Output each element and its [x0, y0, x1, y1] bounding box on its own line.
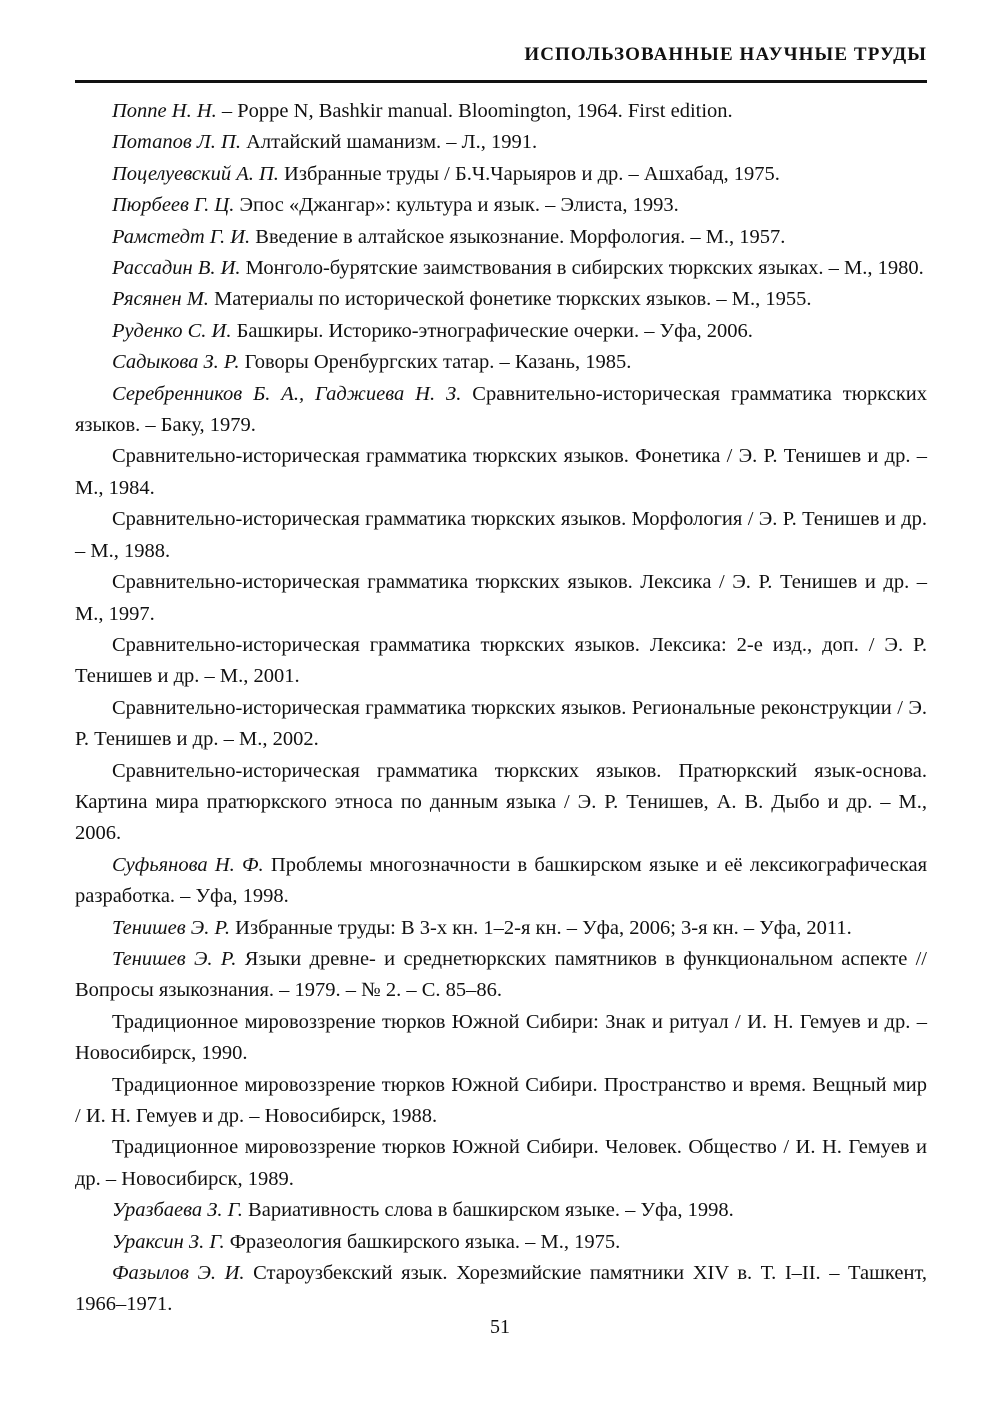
- bibliography-entry-author: Уразбаева З. Г.: [112, 1199, 243, 1222]
- bibliography-entry-author: Тенишев Э. Р.: [112, 947, 237, 970]
- bibliography-entry-text: Фразеология башкирского языка. – М., 1975.: [224, 1230, 621, 1253]
- bibliography-entry-text: Алтайский шаманизм. – Л., 1991.: [240, 131, 538, 154]
- bibliography-entry-text: Сравнительно-историческая грамматика тюркских языков. Лексика: 2-е изд., доп. / Э. Р. Тенишев и др. – М., 2001.: [75, 633, 927, 688]
- bibliography-entry: [75, 190, 927, 221]
- bibliography-entry-text: Говоры Оренбургских татар. – Казань, 1985.: [239, 351, 632, 374]
- bibliography-entry-author: Рамстедт Г. И.: [112, 225, 251, 248]
- bibliography-entry: [75, 379, 927, 442]
- bibliography-entry: [75, 253, 927, 284]
- bibliography-entry: [75, 284, 927, 315]
- bibliography-entry: [75, 1132, 927, 1195]
- bibliography-entry: [75, 159, 927, 190]
- bibliography-entry: [75, 567, 927, 630]
- bibliography-entry-author: Серебренников Б. А., Гаджиева Н. З.: [112, 382, 462, 405]
- bibliography-entry: [75, 850, 927, 913]
- bibliography-entry: [75, 630, 927, 693]
- bibliography-entry-author: Пюрбеев Г. Ц.: [112, 194, 235, 217]
- bibliography-entry: [75, 127, 927, 158]
- bibliography-entry: [75, 347, 927, 378]
- bibliography-entry-text: Сравнительно-историческая грамматика тюркских языков. – Баку, 1979.: [75, 382, 928, 437]
- bibliography-entry-author: Ураксин З. Г.: [112, 1230, 225, 1253]
- bibliography-entry-author: Суфьянова Н. Ф.: [112, 853, 264, 876]
- page-number: 51: [490, 1316, 510, 1338]
- bibliography-entry-text: Традиционное мировоззрение тюрков Южной Сибири: Знак и ритуал / И. Н. Гемуев и др. – Новосибирск, 1990.: [75, 1010, 927, 1065]
- bibliography-entry-author: Садыкова З. Р.: [112, 351, 240, 374]
- bibliography-entry-text: Традиционное мировоззрение тюрков Южной Сибири. Пространство и время. Вещный мир / И. Н. Гемуев и др. – Новосибирск, 1988.: [75, 1073, 927, 1127]
- bibliography-entry-author: Поцелуевский А. П.: [112, 162, 279, 185]
- bibliography-entry-text: Введение в алтайское языкознание. Морфология. – М., 1957.: [250, 225, 786, 248]
- bibliography-entry: [75, 944, 927, 1007]
- bibliography-entry-author: Рассадин В. И.: [112, 257, 241, 280]
- bibliography-entry-text: Башкиры. Историко-этнографические очерки. – Уфа, 2006.: [231, 319, 753, 342]
- bibliography-entry: [75, 441, 927, 504]
- bibliography-entry-text: Языки древне- и среднетюркских памятников в функциональном аспекте // Вопросы языкознания. – 1979. – № 2. – С. 85–86.: [75, 947, 928, 1002]
- page-header-title: ИСПОЛЬЗОВАННЫЕ НАУЧНЫЕ ТРУДЫ: [524, 44, 927, 65]
- bibliography-entry-author: Потапов Л. П.: [112, 131, 241, 154]
- header-divider-rule: [75, 80, 927, 83]
- bibliography-entry-text: – Poppe N, Bashkir manual. Bloomington, 1964. First edition.: [216, 100, 733, 122]
- bibliography-entry-text: Сравнительно-историческая грамматика тюркских языков. Пратюркский язык-основа. Картина мира пратюркского этноса по данным языка / Э. Р. Тенишев, А. В. Дыбо и др. – М., 2006.: [75, 759, 927, 845]
- bibliography-entry-author: Тенишев Э. Р.: [112, 916, 231, 939]
- bibliography-list: [75, 96, 927, 1321]
- bibliography-entry-text: Сравнительно-историческая грамматика тюркских языков. Морфология / Э. Р. Тенишев и др. – М., 1988.: [75, 508, 927, 562]
- bibliography-entry: [75, 1258, 927, 1321]
- bibliography-entry-text: Сравнительно-историческая грамматика тюркских языков. Фонетика / Э. Р. Тенишев и др. – М., 1984.: [75, 445, 927, 499]
- bibliography-entry-text: Материалы по исторической фонетике тюркских языков. – М., 1955.: [208, 288, 812, 311]
- bibliography-entry-text: Монголо-бурятские заимствования в сибирских тюркских языках. – М., 1980.: [240, 257, 924, 280]
- bibliography-entry: [75, 96, 927, 127]
- bibliography-entry-text: Эпос «Джангар»: культура и язык. – Элиста, 1993.: [234, 194, 679, 217]
- bibliography-entry-text: Староузбекский язык. Хорезмийские памятники XIV в. Т. I–II. – Ташкент, 1966–1971.: [75, 1262, 927, 1316]
- bibliography-entry: [75, 1227, 927, 1258]
- bibliography-entry: [75, 316, 927, 347]
- bibliography-entry: [75, 913, 927, 944]
- bibliography-entry: [75, 1070, 927, 1133]
- bibliography-entry: [75, 1007, 927, 1070]
- bibliography-entry-author: Фазылов Э. И.: [112, 1262, 245, 1285]
- bibliography-entry-author: Рясянен М.: [112, 288, 209, 311]
- bibliography-entry-author: Поппе Н. Н.: [112, 100, 217, 122]
- bibliography-entry-text: Сравнительно-историческая грамматика тюркских языков. Региональные реконструкции / Э. Р. Тенишев и др. – М., 2002.: [75, 696, 927, 751]
- bibliography-entry-text: Традиционное мировоззрение тюрков Южной Сибири. Человек. Общество / И. Н. Гемуев и др. – Новосибирск, 1989.: [75, 1136, 927, 1190]
- bibliography-entry: [75, 693, 927, 756]
- bibliography-entry-text: Избранные труды: В 3-х кн. 1–2-я кн. – Уфа, 2006; 3-я кн. – Уфа, 2011.: [230, 916, 852, 939]
- bibliography-entry: [75, 1195, 927, 1226]
- bibliography-entry: [75, 756, 927, 850]
- bibliography-entry-text: Сравнительно-историческая грамматика тюркских языков. Лексика / Э. Р. Тенишев и др. – М., 1997.: [75, 571, 927, 625]
- bibliography-entry-text: Избранные труды / Б.Ч.Чарыяров и др. – Ашхабад, 1975.: [278, 162, 780, 185]
- bibliography-entry: [75, 504, 927, 567]
- bibliography-entry: [75, 222, 927, 253]
- bibliography-entry-text: Вариативность слова в башкирском языке. – Уфа, 1998.: [242, 1199, 734, 1222]
- bibliography-entry-text: Проблемы многозначности в башкирском языке и её лексикографическая разработка. – Уфа, 1998.: [75, 853, 928, 908]
- bibliography-entry-author: Руденко С. И.: [112, 319, 232, 342]
